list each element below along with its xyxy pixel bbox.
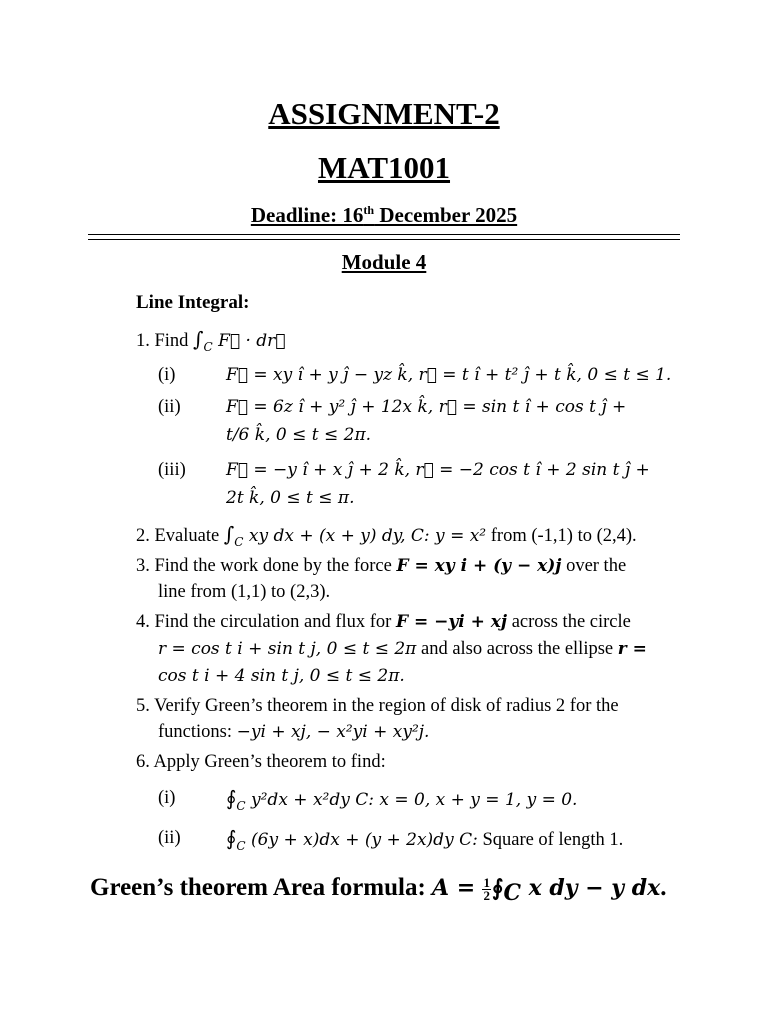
frac-num: 1	[483, 874, 490, 890]
question-5	[136, 694, 619, 718]
contour-integral-symbol: ∮	[226, 786, 237, 810]
frac-den: 2	[483, 887, 490, 903]
q5-text: functions:	[158, 722, 237, 742]
q4-line3: cos t i + 4 sin t j, 0 ≤ t ≤ 2π.	[158, 666, 405, 686]
q6-expr: y²dx + x²dy C: x = 0, x + y = 1, y = 0.	[245, 790, 578, 810]
q3-text-b: over the	[561, 556, 627, 576]
question-4	[136, 610, 631, 634]
q6-expr: (6y + x)dx + (y + 2x)dy C:	[245, 830, 478, 850]
q3-text-a: Find the work done by the force	[154, 556, 397, 576]
question-3	[136, 554, 626, 578]
question-1	[136, 327, 286, 359]
q6-part-expr	[226, 826, 623, 858]
q3-num: 3.	[136, 556, 150, 576]
contour-integral-symbol: ∮	[491, 875, 504, 901]
q5-text: Verify Green’s theorem in the region of disk of radius 2 for the	[154, 696, 619, 716]
fraction	[482, 874, 491, 903]
section-title: Line Integral:	[136, 292, 250, 313]
q1-num: 1.	[136, 331, 150, 351]
q5-math: −yi + xj, − x²yi + xy²j.	[236, 722, 430, 742]
q6-text: Apply Green’s theorem to find:	[153, 752, 386, 772]
q1-part-label: (i)	[158, 365, 176, 385]
deadline-sup: th	[363, 203, 375, 217]
q5-num: 5.	[136, 696, 150, 716]
area-formula-expr: x dy − y dx	[520, 875, 661, 901]
course-code: MAT1001	[317, 150, 451, 185]
q1-part-label: (ii)	[158, 397, 181, 417]
q1-part-expr-cont: t/6 k̂, 0 ≤ t ≤ 2π.	[226, 425, 372, 445]
q6-tail: Square of length 1.	[477, 830, 624, 850]
q4-text: and also across the ellipse	[416, 639, 618, 659]
footer-sub: C	[503, 880, 521, 906]
q2-sub: C	[234, 535, 244, 549]
q6-sub: C	[236, 839, 246, 853]
deadline-suffix: December 2025	[374, 203, 518, 227]
q4-math: r =	[617, 639, 647, 659]
q6-sub: C	[236, 799, 246, 813]
q5-line2	[158, 720, 429, 744]
contour-integral-symbol: ∮	[226, 826, 237, 850]
q2-expr: xy dx + (x + y) dy, C: y = x²	[243, 526, 487, 546]
q6-num: 6.	[136, 752, 150, 772]
area-formula	[90, 874, 667, 906]
area-formula-label: Green’s theorem Area formula:	[90, 874, 433, 901]
q1-sub: C	[203, 340, 213, 354]
q1-part-label: (iii)	[158, 460, 186, 480]
q1-part-expr: F⃗ = 6z î + y² ĵ + 12x k̂, r⃗ = sin t î + cos t ĵ +	[226, 397, 627, 417]
q3-math: F = xy i + (y − x)j	[396, 556, 562, 576]
q2-num: 2.	[136, 526, 150, 546]
integral-symbol: ∫	[223, 522, 235, 546]
q1-part-expr-cont: 2t k̂, 0 ≤ t ≤ π.	[226, 488, 355, 508]
q6-part-label: (i)	[158, 788, 176, 808]
q6-part-expr	[226, 786, 577, 818]
q1-text: Find	[154, 331, 189, 351]
area-formula-lhs: A =	[432, 875, 476, 901]
q4-math: F = −yi + xj	[395, 612, 508, 632]
module-heading: Module 4	[341, 250, 427, 274]
q2-tail: from (-1,1) to (2,4).	[486, 526, 637, 546]
q6-part-label: (ii)	[158, 828, 181, 848]
q4-text-a: Find the circulation and flux for	[154, 612, 396, 632]
q2-text: Evaluate	[154, 526, 220, 546]
q4-math: r = cos t i + sin t j, 0 ≤ t ≤ 2π	[158, 639, 417, 659]
q4-num: 4.	[136, 612, 150, 632]
integral-symbol: ∫	[193, 327, 204, 351]
assignment-title: ASSIGNMENT-2	[268, 96, 500, 131]
q1-expr: F⃗ · dr⃗	[212, 331, 286, 351]
divider-bottom	[88, 239, 680, 240]
deadline-prefix: Deadline: 16	[250, 203, 364, 227]
divider-top	[88, 234, 680, 235]
q3-line2: line from (1,1) to (2,3).	[158, 582, 331, 602]
q1-part-expr: F⃗ = −y î + x ĵ + 2 k̂, r⃗ = −2 cos t î + 2 sin t ĵ +	[226, 460, 650, 480]
q1-part-expr: F⃗ = xy î + y ĵ − yz k̂, r⃗ = t î + t² ĵ + t k̂, 0 ≤ t ≤ 1.	[226, 365, 672, 385]
deadline	[0, 203, 768, 228]
q4-text-b: across the circle	[507, 612, 631, 632]
question-2	[136, 522, 637, 554]
area-formula-end: .	[660, 874, 667, 901]
q4-line2	[158, 637, 647, 661]
question-6	[136, 750, 386, 774]
